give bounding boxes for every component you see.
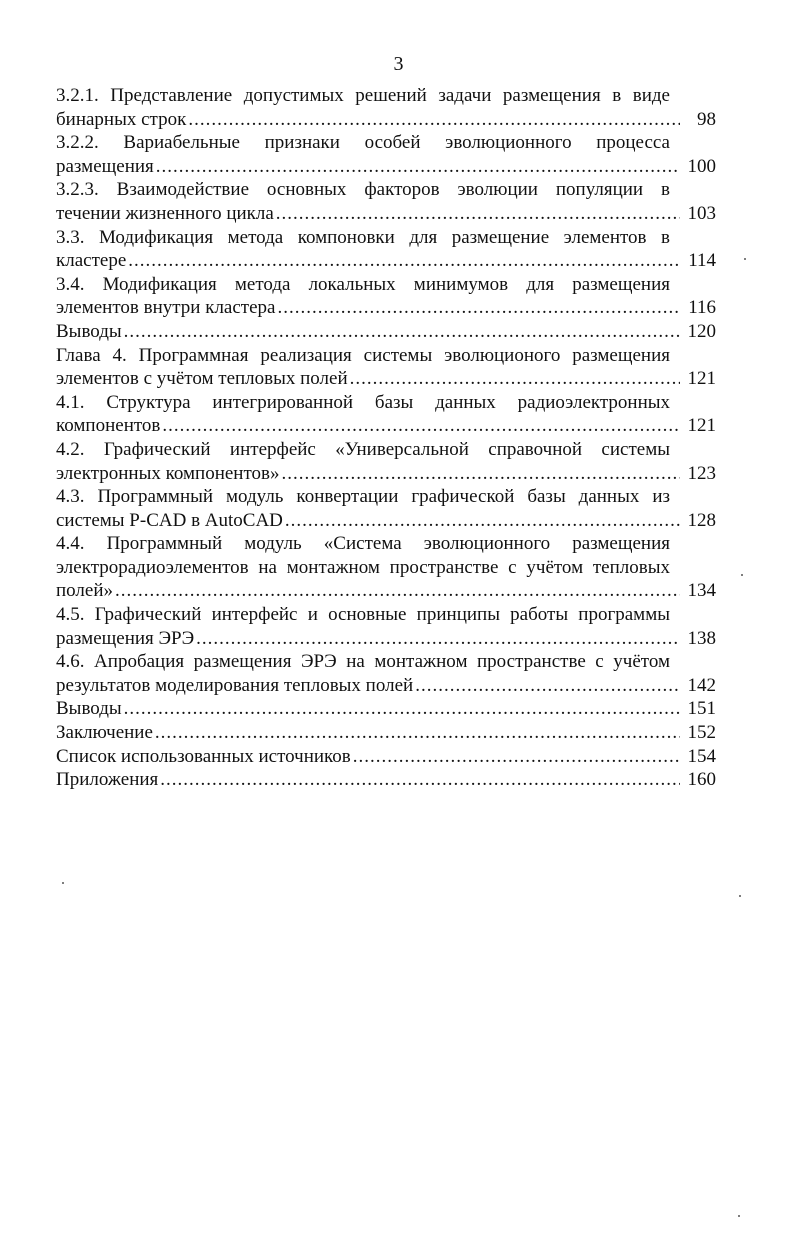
toc-entry [56, 344, 716, 391]
toc-entry-text-line: 4.1. Структура интегрированной базы данных радиоэлектронных [56, 391, 670, 413]
dot-leader [281, 462, 680, 486]
toc-entry-last-line [56, 462, 716, 486]
toc-entry [56, 745, 716, 769]
toc-entry-last-line [56, 296, 716, 320]
toc-entry [56, 131, 716, 178]
toc-entry [56, 532, 716, 603]
toc-entry-last-line [56, 202, 716, 226]
toc-entry [56, 650, 716, 697]
toc-entry-title: размещения [56, 155, 154, 177]
dot-leader [124, 320, 680, 344]
dot-leader [196, 627, 680, 651]
toc-entry-text-line: 3.3. Модификация метода компоновки для размещение элементов в [56, 226, 670, 248]
page-number: 3 [393, 53, 404, 75]
toc-entry-title: размещения ЭРЭ [56, 627, 195, 649]
dot-leader [277, 296, 680, 320]
toc-entry-title: течении жизненного цикла [56, 202, 274, 224]
toc-entry [56, 485, 716, 532]
toc-entry-last-line [56, 579, 716, 603]
toc-entry-text-line: 3.2.1. Представление допустимых решений задачи размещения в виде [56, 85, 670, 106]
toc-entry-last-line [56, 320, 716, 344]
scan-speck [741, 574, 743, 576]
dot-leader [415, 674, 680, 698]
toc-entry-text-line: 4.2. Графический интерфейс «Универсальной справочной системы [56, 438, 670, 460]
toc-entry-title: Выводы [56, 320, 122, 342]
toc-entry-title: Приложения [56, 769, 159, 791]
dot-leader [156, 155, 680, 179]
toc-entry-page: 138 [687, 627, 716, 649]
toc-entry-last-line [56, 697, 716, 721]
scan-speck [62, 882, 64, 884]
toc-entry-page: 103 [687, 202, 716, 224]
toc-entry-title: компонентов [56, 415, 161, 437]
dot-leader [124, 697, 680, 721]
toc-entry-last-line [56, 108, 716, 132]
toc-entry-last-line [56, 155, 716, 179]
toc-entry-title: Заключение [56, 722, 153, 744]
table-of-contents [56, 84, 716, 792]
dot-leader [276, 202, 680, 226]
toc-entry-page: 128 [687, 509, 716, 531]
toc-entry-last-line [56, 627, 716, 651]
dot-leader [353, 745, 680, 769]
toc-entry-title: электронных компонентов» [56, 462, 280, 484]
toc-entry [56, 273, 716, 320]
toc-entry-title: результатов моделирования тепловых полей [56, 674, 414, 696]
toc-entry [56, 768, 716, 792]
toc-entry-title: Выводы [56, 698, 122, 720]
toc-entry-page: 154 [687, 745, 716, 767]
toc-entry-last-line [56, 367, 716, 391]
toc-entry-page: 160 [687, 769, 716, 791]
toc-entry-text-line: 3.4. Модификация метода локальных минимумов для размещения [56, 273, 670, 295]
toc-entry-last-line [56, 509, 716, 533]
toc-entry [56, 320, 716, 344]
dot-leader [285, 509, 680, 533]
toc-entry [56, 721, 716, 745]
toc-entry-last-line [56, 674, 716, 698]
toc-entry-page: 142 [687, 674, 716, 696]
toc-entry-last-line [56, 414, 716, 438]
toc-entry-text-line: 4.6. Апробация размещения ЭРЭ на монтажном пространстве с учётом [56, 651, 670, 673]
dot-leader [128, 249, 680, 273]
toc-entry [56, 178, 716, 225]
toc-entry [56, 84, 716, 131]
toc-entry-page: 98 [697, 108, 716, 130]
toc-entry [56, 697, 716, 721]
toc-entry-title: системы P-CAD в AutoCAD [56, 509, 283, 531]
toc-entry-page: 151 [687, 698, 716, 720]
scan-speck [744, 258, 746, 260]
toc-entry-page: 120 [687, 320, 716, 342]
toc-entry-page: 134 [687, 580, 716, 602]
toc-entry-title: кластере [56, 250, 127, 272]
toc-entry-text-line: 4.3. Программный модуль конвертации графической базы данных из [56, 486, 670, 508]
toc-entry [56, 226, 716, 273]
toc-entry-title: полей» [56, 580, 113, 602]
toc-entry-page: 152 [687, 722, 716, 744]
toc-entry-page: 100 [687, 155, 716, 177]
toc-entry-title: Список использованных источников [56, 745, 351, 767]
toc-entry-page: 123 [687, 462, 716, 484]
toc-entry [56, 438, 716, 485]
toc-entry-text-line: 3.2.3. Взаимодействие основных факторов эволюции популяции в [56, 179, 670, 201]
toc-entry-title: элементов с учётом тепловых полей [56, 368, 348, 390]
toc-entry-last-line [56, 249, 716, 273]
toc-entry-title: бинарных строк [56, 108, 187, 130]
dot-leader [188, 108, 680, 132]
toc-entry [56, 603, 716, 650]
scan-speck [739, 895, 741, 897]
toc-entry-title: элементов внутри кластера [56, 297, 276, 319]
dot-leader [115, 579, 680, 603]
toc-entry-text-line: Глава 4. Программная реализация системы эволюционого размещения [56, 344, 670, 366]
toc-entry-page: 114 [688, 250, 716, 272]
dot-leader [350, 367, 680, 391]
scan-speck [738, 1215, 740, 1217]
toc-entry-page: 116 [688, 297, 716, 319]
toc-entry-page: 121 [687, 415, 716, 437]
toc-entry [56, 391, 716, 438]
toc-entry-last-line [56, 721, 716, 745]
toc-entry-text-line: 4.5. Графический интерфейс и основные принципы работы программы [56, 604, 670, 626]
toc-entry-page: 121 [687, 368, 716, 390]
toc-entry-text-line: 3.2.2. Вариабельные признаки особей эволюционного процесса [56, 132, 670, 154]
toc-entry-text-line: 4.4. Программный модуль «Система эволюционного размещения [56, 533, 670, 555]
dot-leader [162, 414, 680, 438]
toc-entry-last-line [56, 745, 716, 769]
toc-entry-text-line: электрорадиоэлементов на монтажном пространстве с учётом тепловых [56, 556, 670, 578]
toc-entry-last-line [56, 768, 716, 792]
dot-leader [160, 768, 680, 792]
dot-leader [155, 721, 680, 745]
